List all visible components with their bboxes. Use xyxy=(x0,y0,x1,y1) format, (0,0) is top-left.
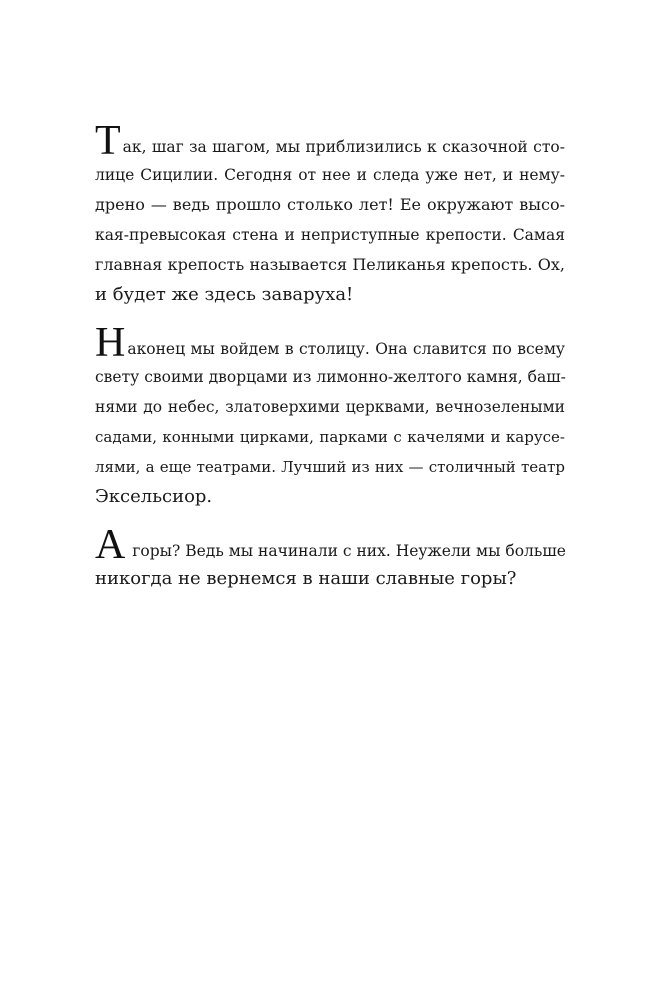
paragraph-line: лице Сицилии. Сегодня от нее и следа уже нет, и нему- xyxy=(95,166,565,184)
paragraph-line: дрено — ведь прошло столько лет! Ее окружают высо- xyxy=(95,195,565,214)
page-text xyxy=(95,118,566,612)
drop-cap: А xyxy=(95,522,126,568)
paragraph-line: Эксельсиор. xyxy=(95,486,213,507)
paragraph-line: никогда не вернемся в наши славные горы? xyxy=(95,568,517,589)
paragraph-line: лями, а еще театрами. Лучший из них — столичный театр xyxy=(95,458,565,476)
line-text: ак, шаг за шагом, мы приблизились к сказочной сто- xyxy=(122,138,565,156)
paragraph-line xyxy=(95,320,565,366)
drop-cap: Н xyxy=(95,320,126,366)
paragraph-line: кая-превысокая стена и неприступные крепости. Самая xyxy=(95,226,565,244)
paragraph-line: главная крепость называется Пеликанья крепость. Ох, xyxy=(95,255,565,274)
drop-cap: Т xyxy=(95,118,121,164)
paragraph-1 xyxy=(95,118,565,310)
line-text: горы? Ведь мы начинали с них. Неужели мы больше xyxy=(127,542,566,560)
line-text: аконец мы войдем в столицу. Она славится по всему xyxy=(127,340,565,358)
paragraph-line xyxy=(95,522,566,568)
paragraph-line: нями до небес, златоверхими церквами, вечнозелеными xyxy=(95,398,565,416)
paragraph-line: и будет же здесь заваруха! xyxy=(95,284,354,305)
paragraph-line: свету своими дворцами из лимонно-желтого камня, баш- xyxy=(95,368,566,386)
paragraph-line xyxy=(95,118,565,164)
paragraph-3 xyxy=(95,522,566,594)
paragraph-2 xyxy=(95,320,566,512)
paragraph-line: садами, конными цирками, парками с качелями и карусе- xyxy=(95,428,565,446)
